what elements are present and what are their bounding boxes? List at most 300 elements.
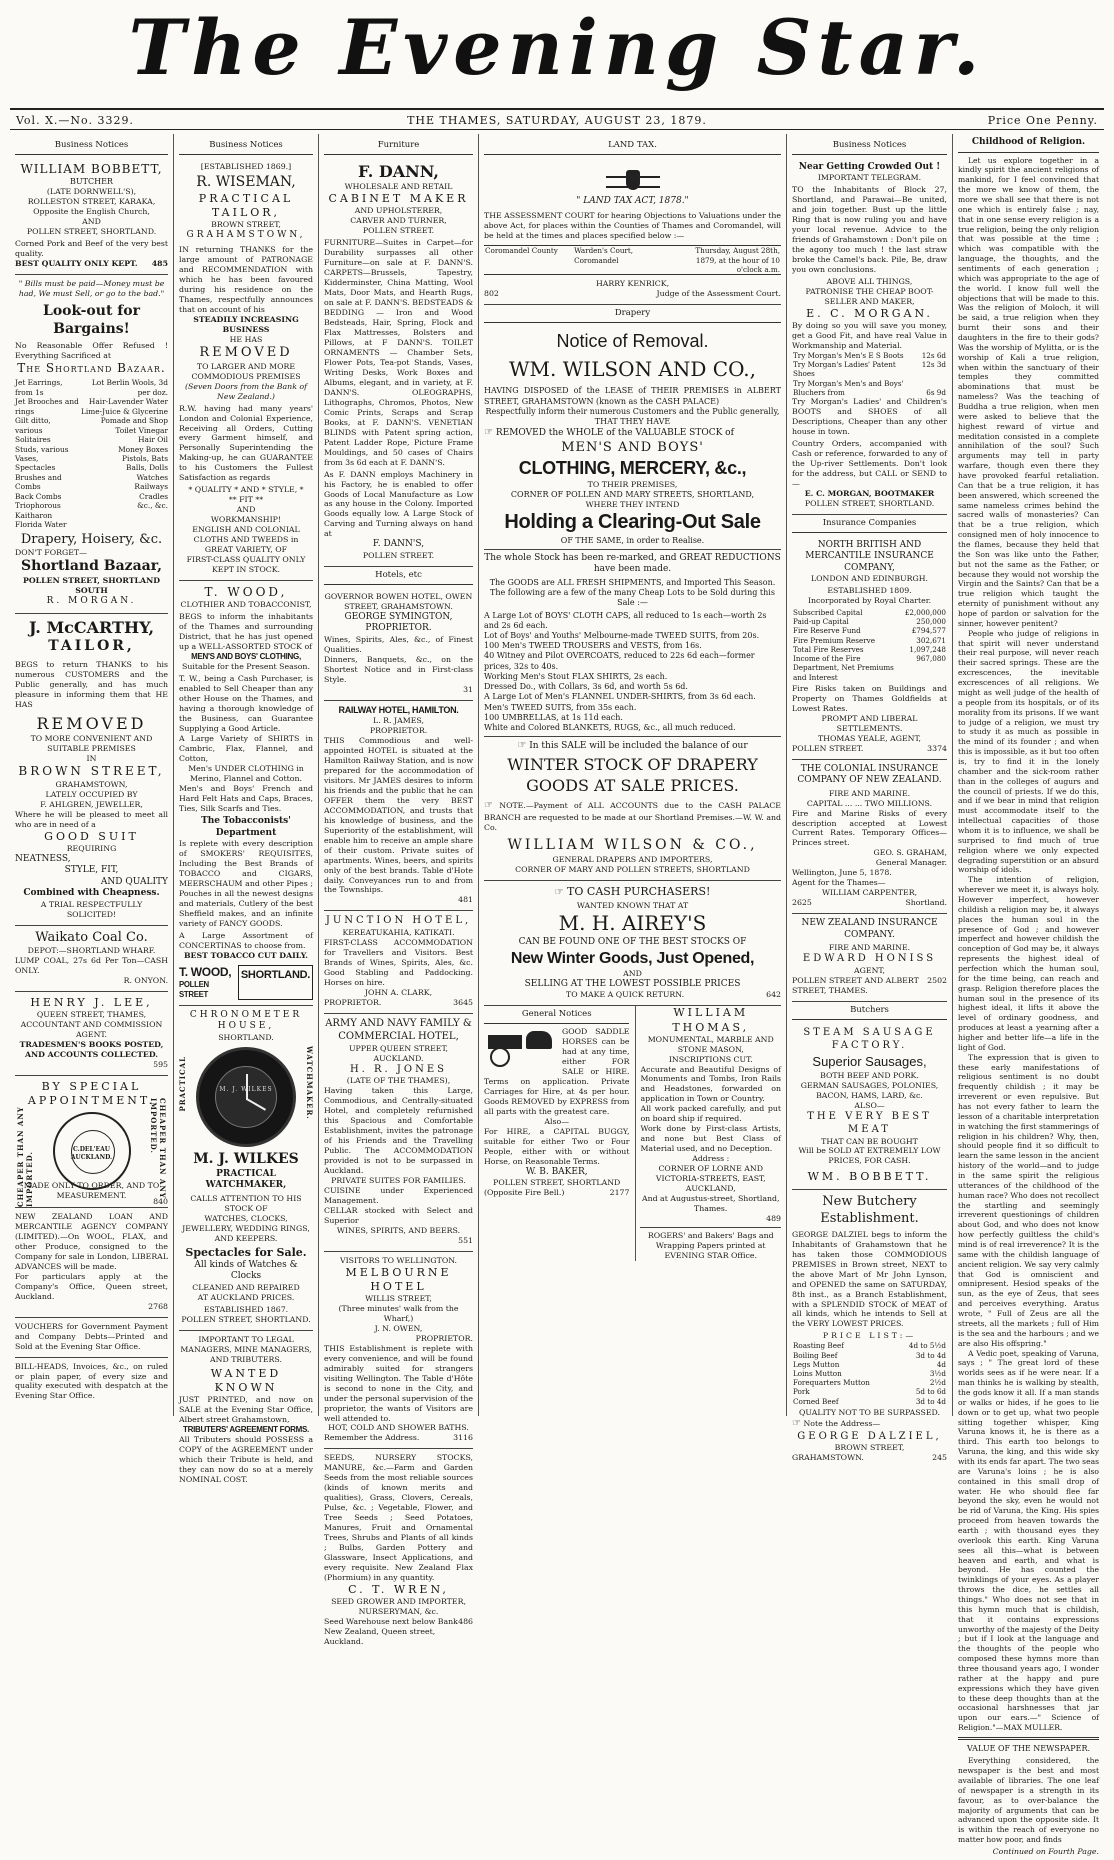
ad-name: GOVERNOR BOWEN HOTEL, OWEN STREET, GRAHAMSTOWN. (324, 591, 473, 611)
column-2 (173, 134, 318, 1484)
table-cell: Warden's Court, Coromandel (574, 246, 634, 265)
ad-morgan (792, 158, 947, 515)
morgan-price-table (792, 351, 947, 397)
ad-airey (484, 881, 781, 1007)
bazaar-items-left (15, 378, 79, 530)
ad-text: GERMAN SAUSAGES, POLONIES, (800, 1081, 939, 1090)
ad-text: BROWN STREET, (18, 764, 165, 779)
clock-icon (196, 1047, 296, 1147)
list-item: Balls, Dolls (126, 463, 168, 473)
ad-body: NEW ZEALAND LOAN AND MERCANTILE AGENCY COMPANY (LIMITED).—On WOOL, FLAX, and other Produce, consigned to the Company for sale in London, LIBERAL ADVANCES will be made. (15, 1211, 168, 1271)
ad-text: GRAHAMSTOWN, (55, 779, 128, 789)
ad-text: ROLLESTON STREET, KARAKA, (27, 197, 156, 207)
list-item: Lime-Juice & Glycerine (80, 406, 168, 416)
list-item: Kaitharon (15, 510, 53, 520)
ad-text: And at Augustus-street, Shortland, Thames. (641, 1194, 780, 1214)
ad-body: GOOD SADDLE HORSES can be had at any time, either FOR SALE or HIRE. Terms on application. Private Carriages for Hire, at 4s per hour. Goods REMOVED by EXPRESS from all parts with the greatest care. (484, 1027, 630, 1117)
ad-body: Fire and Marine Risks of every description accepted at Lowest Current Rates. Temporary Offices—Princes street. (792, 808, 947, 848)
ad-text: WILLIAM CARPENTER, (821, 888, 918, 898)
ad-junction (324, 911, 473, 1014)
ad-body: Corned Pork and Beef of the very best quality. (15, 239, 168, 259)
ad-name: NEW ZEALAND INSURANCE COMPANY. (801, 918, 938, 940)
table-cell: Coromandel County (485, 246, 558, 256)
ad-text: INSCRIPTIONS CUT. (668, 1054, 753, 1064)
ad-waikato (15, 926, 168, 993)
ad-text: DON'T FORGET— (15, 548, 87, 558)
ad-number: 2625 (792, 898, 812, 908)
section-heading: Butchers (792, 1002, 947, 1020)
ad-text: TO THEIR PREMISES, (587, 479, 678, 489)
general-notices-row (484, 1006, 781, 1260)
table-cell: Income of the Fire Department, Net Premiums and Interest (793, 654, 894, 682)
table-cell: Boiling Beef (793, 1350, 838, 1360)
ad-text: PRIVATE SUITES FOR FAMILIES. (331, 1175, 466, 1185)
ad-text: AT AUCKLAND PRICES. (197, 1292, 295, 1302)
ad-text: AGENT, (854, 966, 885, 976)
ad-text: STYLE, FIT, (64, 865, 119, 876)
pointing-hand-icon: ☞ (484, 800, 493, 812)
table-cell: Pork (793, 1387, 810, 1397)
ad-text: MONUMENTAL, MARBLE AND STONE MASON, (647, 1034, 774, 1054)
ad-text: WINES, SPIRITS, AND BEERS. (336, 1225, 461, 1235)
ad-text: QUEEN STREET, THAMES, (36, 1010, 147, 1020)
table-cell: 967,080 (916, 654, 946, 664)
ad-number: 2177 (609, 1188, 630, 1198)
ad-headline: " LAND TAX ACT, 1878." (576, 195, 689, 206)
section-heading: Business Notices (15, 137, 168, 155)
ad-text: UPPER QUEEN STREET, AUCKLAND. (348, 1043, 449, 1063)
ad-text: H. R. JONES (349, 1063, 448, 1075)
table-cell: 4d to 5½d (908, 1341, 946, 1351)
ad-text: IN (86, 754, 97, 764)
ad-baker (484, 1006, 629, 1260)
ad-sausage (792, 1023, 947, 1191)
ad-text: WORKMANSHIP! (210, 515, 282, 525)
ad-headline: Holding a Clearing-Out Sale (504, 510, 761, 533)
ad-name: WILLIAM BOBBETT, (20, 161, 163, 176)
ad-bazaar (15, 275, 168, 614)
table-cell: 3½d (929, 1369, 946, 1379)
ad-text: All kinds of Watches & Clocks (194, 1259, 298, 1282)
ad-deleau (15, 1076, 168, 1208)
ad-text: POLLEN STREET, SHORTLAND. (181, 1314, 311, 1324)
list-item: Men's TWEED SUITS, from 35s each. (484, 702, 637, 712)
pointing-hand-icon: ☞ (792, 1417, 801, 1429)
ad-text: [ESTABLISHED 1869.] (200, 161, 292, 171)
ad-thomas (635, 1006, 781, 1260)
ad-text: POLLEN STREET. (362, 550, 435, 560)
ad-name: Waikato Coal Co. (35, 929, 148, 945)
list-item: 100 Men's TWEED TROUSERS and VESTS, from 16s. (484, 641, 702, 651)
table-cell: 12s 3d (921, 360, 947, 370)
ad-text: WANTED KNOWN THAT AT (576, 901, 689, 911)
ad-text: REMOVED the WHOLE of the VALUABLE STOCK of (495, 428, 734, 439)
ad-body: By doing so you will save you money, get a Good Fit, and have real Value in Workmanship and Material. (792, 321, 947, 350)
ad-text: ACCOUNTANT AND COMMISSION AGENT. (20, 1020, 163, 1040)
ad-trade: TAILOR, (48, 638, 135, 655)
article-paragraph: A Vedic poet, speaking of Varuna, says ; " The great lord of these worlds sees as if he were near. If a man thinks he is walking by stealth, the gods know it all. If a man stands or walks or hides, if he goes to lie down or to get up, what two people sitting together whisper, King Varuna knows it, he is there as a third. This earth too belongs to Varuna, the king, and this wide sky with its ends far apart. The two seas are Varuna's loins ; he is also contained in this small drop of water. He who should flee far beyond the sky, even he would not be rid of Varuna, the King. His spies proceed from heaven towards the earth ; with thousand eyes they overlook this earth. King Varuna sees all this—what is between heaven and earth, and what is beyond. He has counted the twinklings of your eyes. As a player throws the dice, he settles all things." Who does not see that in this hymn much that is childish, that it contains expressions unworthy of the majesty of the Deity ; but if I look at the language and the thoughts of the people who composed these hymns more than three thousand years ago, I wonder rather at the happy and pure expressions which they have given to these deep thoughts than at the occasional harshnesses that jar upon our ears.—" Science of Religion."—MAX MULLER. (958, 1348, 1100, 1733)
ad-body: For HIRE, a CAPITAL BUGGY, suitable for either Two or Four People, either with or without Horse, on Reasonable Terms. (484, 1127, 630, 1166)
list-item: Solitaires (15, 435, 51, 445)
table-cell: Fire Reserve Fund (793, 626, 861, 636)
table-cell: Paid-up Capital (793, 617, 849, 627)
ad-text: GRAHAMSTOWN, (186, 229, 306, 240)
ad-body: IN returning THANKS for the large amount of PATRONAGE and RECOMMENDATION with which he has been favoured during his residence on the Thames, respectfully announces that on account of his (179, 245, 313, 315)
article-body (958, 1756, 1099, 1845)
ad-text: NEATNESS, (15, 853, 71, 864)
ad-number: 481 (458, 895, 473, 905)
table-cell: 12s 6d (921, 350, 947, 360)
ad-trade: CABINET MAKER (328, 192, 469, 206)
table-cell: 3d to 4d (915, 1350, 946, 1360)
table-cell: Legs Mutton (793, 1359, 840, 1369)
table-cell: 302,671 (916, 635, 946, 645)
table-cell: Try Morgan's Ladies' Patent Shoes (793, 360, 896, 379)
ad-text: MEN'S AND BOYS' CLOTHING, (191, 652, 301, 662)
list-item: Lot Berlin Wools, 3d per doz. (91, 378, 168, 397)
meat-price-table (792, 1341, 947, 1406)
ad-text: REQUIRING (66, 843, 117, 853)
ad-text: No Reasonable Offer Refused ! Everything Sacrificed at (15, 340, 168, 360)
article-paragraph: The expression that is given to these early manifestations of religious sentiment is no doubt frequently childish ; it may be irreverent or even repulsive. But has not every father to learn the lesson of a charitable interpretation in watching the first stammerings of religion in his children? Why, then, should people find it so difficult to learn the same lesson in the ancient history of the world—and to judge in the same spirit the religious utterances of the childhood of the human race? Who does not recollect the startling and seemingly irreverent questionings of children about God, and who does not know how perfectly guiltless the child's mind is of real irreverence? It is the same with the childish language of ancient religion. We say very calmly that God is omniscient and omnipresent. Hesiod speaks of the sun, as the eye of Zeus, that sees and perceives everything. Aratus wrote, " Full of Zeus are all the streets, all the markets ; full of Him is the sea and the harbours ; and we are also His offspring." (958, 1052, 1099, 1348)
ad-text: HARRY KENRICK, (595, 278, 670, 288)
table-cell: £2,000,000 (904, 608, 946, 618)
pointing-hand-icon: ☞ (517, 740, 527, 752)
list-item: Pistols, Bats (121, 454, 168, 464)
ad-trade: PRACTICAL WATCHMAKER, (205, 1168, 287, 1191)
ad-headline: New Winter Goods, Just Opened, (510, 949, 755, 967)
table-cell: Fire Premium Reserve (793, 635, 875, 645)
article-paragraph: The intention of religion, wherever we meet it, is always holy. However imperfect, however childish a religion may be, it always places the human soul in the presence of God ; and however imperfect and however childish the conception of God may be, it always represents the highest ideal of perfection which the human soul, for the time being, can reach and grasp. Religion therefore places the human soul in the presence of its highest ideal, it lifts it above the level of ordinary goodness, and produces at least a yearning after a higher and better life—a life in the light of God. (958, 875, 1099, 1052)
ad-text: The GOODS are ALL FRESH SHIPMENTS, and Imported This Season. (489, 577, 776, 587)
ad-headline: Spectacles for Sale. (185, 1245, 307, 1259)
ad-body: VOUCHERS for Government Payment and Company Debts—Printed and Sold at the Evening Star Office. (15, 1321, 168, 1351)
table-row (792, 388, 947, 397)
ad-headline: TO CASH PURCHASERS! (567, 884, 711, 898)
dateline (10, 108, 1104, 130)
table-cell: 1,097,248 (909, 644, 946, 654)
ad-text: CORNER OF MARY AND POLLEN STREETS, SHORTLAND (515, 864, 750, 874)
ad-text: SEED GROWER AND IMPORTER, NURSERYMAN, &c. (331, 1597, 466, 1617)
ad-headline: Look-out for Bargains! (42, 303, 141, 338)
ad-text: Men's UNDER CLOTHING in Merino, Flannel and Cotton. (188, 764, 304, 784)
ad-headline: Near Getting Crowded Out ! (798, 161, 941, 172)
list-item: Toilet Vinegar (115, 425, 168, 435)
ad-text: CELLAR stocked with Select and Superior (324, 1205, 473, 1225)
article-paragraph: People who judge of religions in that spirit will never understand their real purpose, will never reach their sacred springs. These are the excrescences, the inevitable excrescences of all religions. We might as well judge of the health of a people from its hospitals, or of its morality from its prisons. If we want to judge of a religion, we must try to study it as much as possible in the mind of its founder ; and when this is impossible, as it but too often is, try to find it in the lonely chamber and the sick-room rather than in the colleges of augurs and the council of priests. If we do this, and if we bear in mind that religion must accommodate itself to the intellectual capacities of those whom it is to influence, we shall be surprised to find much of true religion where we only expected degrading superstition or an absurd worship of idols. (958, 628, 1099, 875)
ad-text: POLLEN STREET AND ALBERT STREET, THAMES. (792, 976, 919, 995)
ad-number: 3645 (453, 998, 473, 1007)
ad-headline: REMOVED (199, 345, 293, 361)
ad-text: General Manager. (875, 858, 947, 868)
ad-text: Note the Address— (803, 1418, 881, 1428)
ad-text: CAN BE FOUND ONE OF THE BEST STOCKS OF (518, 937, 747, 947)
ad-text: PRICE LIST:— (822, 1331, 917, 1341)
table-row (792, 1360, 947, 1369)
list-item: Lot of Boys' and Youths' Melbourne-made TWEED SUITS, from 20s. (484, 630, 760, 640)
ad-body: BILL-HEADS, Invoices, &c., on ruled or plain paper, of every size and quality executed with despatch at the Evening Star Office. (15, 1361, 168, 1401)
ad-text: A TRIAL RESPECTFULLY SOLICITED! (40, 899, 143, 919)
bazaar-items-right (79, 378, 168, 530)
ad-text: Combined with Cheapness. (23, 888, 160, 899)
article-paragraph: Everything considered, the newspaper is the best and most available of libraries. The one leaf of newspaper is a strength in its favour, as to over-balance the majority of arguments that can be advanced upon the opposite side. It is within the reach of everyone no matter how poor, and finds (958, 1756, 1099, 1845)
ad-text: F. DANN'S, (372, 539, 425, 550)
ad-text: Also— (544, 1117, 570, 1127)
ad-text: AND QUALITY (100, 876, 168, 887)
ad-text: POLLEN STREET, SHORTLAND (493, 1178, 621, 1188)
ad-number: 551 (458, 1235, 473, 1245)
list-item: Dressed Do., with Collars, 3s 6d, and worth 5s 6d. (484, 682, 688, 692)
table-row (792, 636, 947, 645)
ad-wiseman (179, 158, 313, 581)
ad-text: BOTH BEEF AND PORK. (820, 1071, 919, 1081)
list-item: Cradles (139, 491, 168, 501)
list-item: Hair-Lavender Water (88, 397, 168, 407)
ad-railway (324, 701, 473, 912)
ad-text: BROWN STREET, (211, 219, 281, 229)
list-item: Hair Oil (138, 435, 168, 445)
table-row (792, 654, 947, 682)
ad-body: Is replete with every description of SMOKERS' REQUISITES, Including the Best Brands of TOBACCO and CIGARS, MEERSCHAUM and other Pipes ; Pouches in all the newest designs and materials, Cutlery of the best Sheffield makes, and an infinite variety of FANCY GOODS. (179, 839, 313, 928)
ad-name: C. T. WREN, (348, 1583, 449, 1597)
ad-name: WILLIAM THOMAS, (672, 1006, 750, 1034)
ad-body: Fire Risks taken on Buildings and Property on Thames Goldfields at Lowest Rates. (792, 683, 947, 713)
ad-text: Where he will be pleased to meet all who are in need of a (15, 809, 168, 829)
ad-text: Opposite the English Church, (33, 207, 150, 217)
table-cell: Loins Mutton (793, 1369, 842, 1379)
ad-text: R. ONYON. (123, 976, 168, 986)
ad-chrono (179, 1006, 313, 1331)
capital-table (792, 608, 947, 682)
section-heading: Business Notices (792, 137, 947, 155)
ad-text: ENGLISH AND COLONIAL CLOTHS AND TWEEDS in GREAT VARIETY, OF (192, 525, 300, 555)
price: Price One Penny. (987, 114, 1098, 127)
ad-text: FIRE AND MARINE. (828, 788, 911, 798)
table-row (792, 1397, 947, 1406)
ad-body: BEGS to return THANKS to his numerous CUSTOMERS and the Public generally, and has much pleasure in informing them that HE HAS (15, 660, 168, 709)
table-cell: Thursday, August 28th, 1879, at the hour of 10 o'clock a.m. (695, 246, 780, 274)
table-cell: Try Morgan's Men's E S Boots (793, 350, 904, 360)
table-cell: 6s 9d (926, 387, 946, 397)
ad-text: AND UPHOLSTERER, (354, 206, 443, 216)
ad-text: LONDON AND EDINBURGH. (810, 574, 929, 584)
list-item: Florida Water (15, 520, 67, 530)
ad-text: TO LARGER AND MORE COMMODIOUS PREMISES (191, 361, 301, 381)
section-heading: Drapery (484, 305, 781, 323)
ad-text: Suitable for the Present Season. (182, 662, 310, 672)
list-item: Railways (134, 482, 168, 492)
ad-number: 245 (932, 1453, 947, 1463)
pointing-hand-icon: ☞ (484, 427, 493, 439)
ad-name: M. J. WILKES (193, 1150, 299, 1167)
ad-text: ROGERS' and Bakers' Bags and Wrapping Papers printed at EVENING STAR Office. (647, 1231, 774, 1260)
ad-text: Respectfully inform their numerous Customers and the Public generally, (485, 406, 780, 416)
ad-text: THAT THEY HAVE (594, 417, 671, 427)
ad-mine (179, 1331, 313, 1490)
ad-text: CORNER OF POLLEN AND MARY STREETS, SHORTLAND, (510, 489, 755, 499)
ad-text: PROPRIETOR. (324, 998, 382, 1007)
ad-text: MADE ONLY TO ORDER, AND TO MEASUREMENT. (23, 1181, 160, 1200)
volume-number: Vol. X.—No. 3329. (16, 114, 134, 127)
ad-side-text: PRACTICAL (178, 1055, 187, 1112)
list-item: &c., &c. (137, 501, 168, 511)
ad-name: WM. WILSON AND CO., (508, 356, 757, 381)
ad-text: Wellington, June 5, 1878. (792, 868, 892, 878)
ad-side-text: CHEAPER THAN ANY IMPORTED. (149, 1097, 167, 1199)
list-item: White and Colored BLANKETS, RUGS, &c., all much reduced. (484, 723, 736, 733)
ad-name: NORTH BRITISH AND MERCANTILE INSURANCE COMPANY, (805, 539, 934, 573)
ad-text: CAPITAL ... ... TWO MILLIONS. (806, 798, 933, 808)
ad-wood (179, 581, 313, 1006)
ad-number: 2502 (927, 976, 947, 985)
table-row (792, 645, 947, 654)
ad-body: GEORGE DALZIEL begs to inform the Inhabitants of Grahamstown that he has taken those COMMODIOUS PREMISES in Brown street, NEXT to the above Mart of Mr John Lynson, and OPENED the same on SATURDAY, 8th inst., as a Branch Establishment, with a SPLENDID STOCK of MEAT of all kinds, which he intends to Sell at the VERY LOWEST PRICES. (792, 1229, 947, 1329)
ad-text: E. C. MORGAN, BOOTMAKER (804, 488, 935, 498)
list-item: rings (15, 406, 35, 416)
table-row (792, 617, 947, 626)
ad-text: VISITORS TO WELLINGTON. (339, 1255, 458, 1265)
ad-melbourne (324, 1252, 473, 1450)
ad-name: The Shortland Bazaar. (17, 360, 166, 375)
ad-name: R. WISEMAN, (196, 173, 296, 190)
ad-body: THE ASSESSMENT COURT for hearing Objections to Valuations under the above Act, for places within the Counties of Thames and Coromandel, will be held at the times and places specified below :— (484, 211, 781, 241)
ad-headline: BY SPECIAL APPOINTMENT. (27, 1079, 156, 1108)
ad-body: FURNITURE—Suites in Carpet—for Durability surpasses all other Furniture—on sale at F. DANN'S. CARPETS—Brussels, Tapestry, Kidderminster, China Matting, Wool Mats, Door Mats, and Hearth Rugs, on sale at F. DANN'S. BEDSTEADS & BEDDING — Iron and Wood Bedsteads, Hair, Spring, Flock and Flax Mattresses, Bolsters and Pillows, at F DANN'S. TOILET ORNAMENTS — Chamber Sets, Flower Pots, Tea-pot Stands, Vases, Writing Desks, Work Boxes and Albums, elegant, and in variety, at F. DANN'S. OLEOGRAPHS, Lithographs, Chromos, Photos, New Comic Prints, Scraps and Scrap Books, at F. DANN'S. VENETIAN BLINDS with Patent spring action, Patent Ladder Rope, Picture Frame Mouldings, and 50 cases of Chairs from 3s 6d each at F. DANN'S. (324, 238, 473, 467)
table-cell: Corned Beef (793, 1396, 839, 1406)
ad-number: 840 (153, 1196, 168, 1206)
ad-text: TO MORE CONVENIENT AND SUITABLE PREMISES (30, 734, 153, 754)
ad-body: All work packed carefully, and put on board ship if required. (640, 1104, 781, 1124)
ad-bobbett (15, 158, 168, 275)
table-cell: 3d to 4d (915, 1396, 946, 1406)
ad-name: Shortland Bazaar, (21, 558, 162, 575)
ad-number: 642 (766, 990, 781, 1000)
ad-headline: REMOVED (36, 713, 147, 733)
table-cell: 250,000 (916, 617, 946, 627)
section-heading: Hotels, etc (324, 567, 473, 585)
ad-text: CUISINE under Experienced Management. (324, 1185, 473, 1205)
sale-lots-list (484, 611, 781, 734)
ad-nz-insurance (792, 914, 947, 1002)
ad-land-tax (484, 158, 781, 305)
table-row (792, 1341, 947, 1350)
ad-dann (324, 158, 473, 567)
section-heading: Furniture (324, 137, 473, 155)
article-title: Childhood of Religion. (958, 137, 1099, 153)
bazaar-items (15, 378, 168, 530)
ad-body: JUST PRINTED, and now on SALE at the Evening Star Office, Albert street Grahamstown, (179, 1394, 313, 1424)
ad-number: 486 (458, 1617, 473, 1627)
ad-body: Dinners, Banquets, &c., on the Shortest Notice and in First-class Style. (324, 654, 473, 684)
ad-body: THIS Establishment is replete with every convenience, and will be found admirably suited for strangers visiting Wellington. The Table d'Hôte is second to none in the City, and under the personal supervision of the proprietor, the wants of Visitors are well attended to. (324, 1343, 473, 1423)
ad-text: THAT CAN BE BOUGHT (821, 1136, 918, 1146)
ad-text: Superior Sausages, (812, 1054, 927, 1070)
continued-note: Continued on Fourth Page. (992, 1846, 1099, 1856)
ad-text: GRAHAMSTOWN. (792, 1453, 864, 1463)
ad-body: All Tributers should POSSESS a COPY of the AGREEMENT under which their Tribute is held, and they can now do so at a merely NOMINAL COST. (179, 1434, 313, 1484)
column-5 (786, 134, 952, 1463)
ad-text: ** FIT ** (228, 495, 264, 505)
ad-text: POLLEN STREET, SHORTLAND. (26, 227, 157, 237)
table-cell (921, 379, 947, 388)
ad-body: LUMP COAL, 27s 6d Per Ton—CASH ONLY. (15, 956, 168, 976)
ad-text: SHORTLAND. (218, 1033, 274, 1042)
ad-text: The whole Stock has been re-marked, and GREAT REDUCTIONS have been made. (484, 552, 781, 575)
ad-headline: WINTER STOCK OF DRAPERY GOODS AT SALE PRICES. (507, 755, 758, 795)
ad-text: AND (236, 505, 256, 515)
ad-text: Will be SOLD AT EXTREMELY LOW (798, 1146, 941, 1156)
ad-name: THE COLONIAL INSURANCE COMPANY OF NEW ZEALAND. (797, 763, 942, 786)
ad-text: (Seven Doors from the Bank of New Zealand.) (185, 381, 307, 401)
ad-name: M. H. AIREY'S (558, 911, 707, 936)
ad-text: TO MAKE A QUICK RETURN. (566, 990, 685, 1000)
ad-wren (324, 1449, 473, 1652)
list-item: Watches (136, 472, 168, 482)
ad-text: Agent for the Thames— (792, 878, 886, 888)
ad-headline: New Butchery Establishment. (820, 1194, 919, 1227)
masthead-title: The Evening Star. (128, 3, 986, 92)
ad-text: WATCHES, CLOCKS, JEWELLERY, WEDDING RINGS, AND KEEPERS. (182, 1213, 310, 1243)
ad-text: WHOLESALE AND RETAIL (344, 182, 453, 192)
section-heading: LAND TAX. (484, 137, 781, 155)
ad-text: SELLING AT THE LOWEST POSSIBLE PRICES (524, 978, 741, 989)
ad-text: PROMPT AND LIBERAL SETTLEMENTS. (821, 713, 918, 733)
ad-text: AND (82, 217, 101, 227)
ad-name: GEORGE DALZIEL, (797, 1430, 942, 1442)
list-item: Studs, various (15, 444, 69, 454)
ad-text: STEADILY INCREASING BUSINESS (193, 315, 299, 335)
column-1 (10, 134, 173, 1416)
ad-text: ESTABLISHED 1867. (203, 1304, 289, 1314)
column-4 (478, 134, 786, 1416)
ad-text: HOT, COLD AND SHOWER BATHS. (328, 1423, 469, 1433)
article-paragraph: Let us explore together in a kindly spirit the ancient religions of mankind, for I feel convinced that the more we know of them, the more we shall see that there is not one which is entirely false ; nay, that in one sense every religion is a true religion, being the only religion that was possible at the time ; which was compatible with the language, the thoughts, and the sentiments of each generation ; which was appropriate to the age of the world. I know full well the objections that will be made to this. Was the religion of Moloch, it will be said, a true religion when they burnt their sons and their daughters in the fire to their gods? Was the worship of Mylitta, or is the worship of Kali a true religion, when within the sanctuary of their temples they committed abominations that must be nameless? Was the teaching of Buddha a true religion, when men were asked to believe that the highest reward of virtue and meditation consisted in a complete annihilation of the soul? Such arguments may tell in party warfare, though even there they have provoked fearful retaliation. Can that be a true religion, it has been answered, which screened the same nameless crimes behind the sacred walls of monasteries? Can that be a true religion, which consigned men of holy innocence to the flames, because they held that the Son was like unto the Father, but not the same as the Father, or because they would not worship the Virgin and the Saints? Can that be a true religion which taught the eternity of punishment without any hope of pardon or salvation for the sinner, however penitent? (958, 155, 1099, 628)
table-cell: Bluchers from (793, 387, 845, 397)
ad-text: PROPRIETOR. (415, 1333, 473, 1343)
ad-text: Shortland. (905, 898, 947, 908)
ad-headline: IMPORTANT TO LEGAL MANAGERS, MINE MANAGERS, AND TRIBUTERS. (180, 1334, 312, 1364)
ad-body: SEEDS, NURSERY STOCKS, MANURE, &c.—Farm and Garden Seeds from the most reliable sources (kinds of known merits and qualities), Grass, Clovers, Cereals, Pulse, &c. ; Vegetable, Flower, and Tree Seeds ; Seed Potatoes, Manures, Fruit and Ornamental Trees, Shrubs and Plants of all kinds ; Bulbs, Garden Pottery and Glassware, Insect Applications, and every requisite. New Zealand Flax (Phormium) in any quantity. (324, 1453, 473, 1583)
ad-text: PATRONISE THE CHEAP BOOT-SELLER AND MAKER, (805, 287, 934, 307)
ad-name: RAILWAY HOTEL, HAMILTON. (338, 704, 459, 715)
ad-text: OF THE SAME, in order to Realise. (560, 535, 705, 545)
ad-text: ABOVE ALL THINGS, (826, 277, 913, 287)
ad-text: J. N. OWEN, (374, 1323, 423, 1333)
table-row (792, 626, 947, 635)
ad-headline: STEAM SAUSAGE FACTORY. (803, 1026, 936, 1051)
ad-text: * QUALITY * AND * STYLE, * (188, 485, 304, 495)
table-cell: Try Morgan's Men's and Boys' (793, 378, 904, 388)
column-6 (952, 134, 1104, 1856)
ad-text: HE HAS (229, 335, 263, 345)
ad-name: JUNCTION HOTEL, (325, 915, 472, 927)
ad-text: WHERE THEY INTEND (585, 499, 680, 509)
ad-text: CALLS ATTENTION TO HIS STOCK OF (190, 1193, 302, 1213)
ad-text: FIRST-CLASS QUALITY ONLY KEPT IN STOCK. (186, 555, 306, 575)
ad-text: POLLEN STREET. (362, 226, 435, 236)
ad-name: WM. BOBBETT. (807, 1170, 932, 1184)
ad-text: PRICES, FOR CASH. (828, 1156, 911, 1166)
ad-body: HAVING DISPOSED of the LEASE of THEIR PREMISES in ALBERT STREET, GRAHAMSTOWN (known as the CASH PALACE) (484, 386, 781, 406)
list-item: 40 Witney and Pilot OVERCOATS, reduced to 22s 6d each—former prices, 32s to 40s. (484, 651, 755, 671)
ad-name: W. B. BAKER, (525, 1166, 588, 1177)
ad-number: 802 (484, 288, 499, 298)
ad-text: JOHN A. CLARK, (364, 988, 433, 998)
ad-body: Accurate and Beautiful Designs of Monuments and Tombs, Iron Rails and Headstones, forwarded on application in Town or Country. (640, 1064, 781, 1104)
list-item: Triophorous (15, 501, 61, 511)
ad-text: THOMAS YEALE, AGENT, (817, 733, 922, 743)
ad-mccarthy (15, 614, 168, 926)
